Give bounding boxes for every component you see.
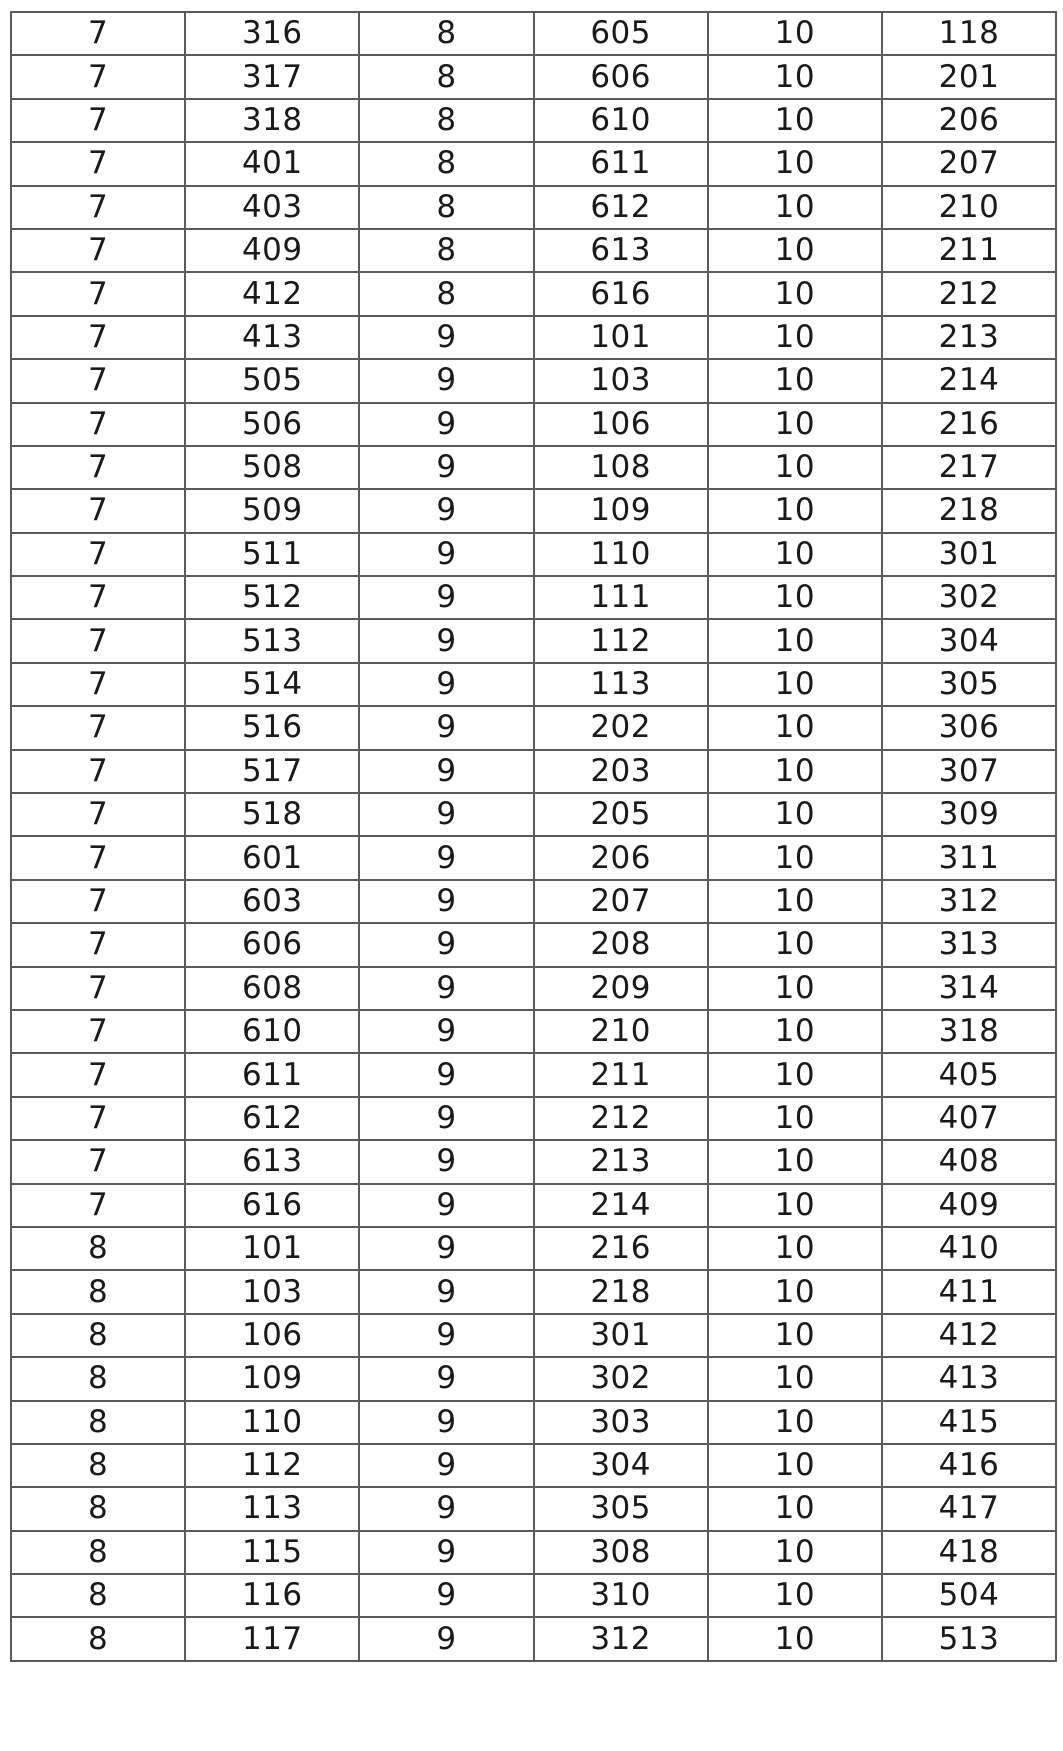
table-cell: 113 [185, 1487, 359, 1530]
table-cell: 10 [708, 99, 882, 142]
table-cell: 10 [708, 750, 882, 793]
table-cell: 10 [708, 793, 882, 836]
table-cell: 9 [359, 880, 533, 923]
table-cell: 9 [359, 1184, 533, 1227]
table-cell: 10 [708, 1444, 882, 1487]
table-cell: 8 [11, 1314, 185, 1357]
table-cell: 10 [708, 663, 882, 706]
table-cell: 7 [11, 359, 185, 402]
table-cell: 101 [185, 1227, 359, 1270]
table-cell: 103 [534, 359, 708, 402]
table-row [11, 1270, 1056, 1313]
table-row [11, 1097, 1056, 1140]
table-cell: 111 [534, 576, 708, 619]
table-cell: 505 [185, 359, 359, 402]
table-cell: 506 [185, 403, 359, 446]
table-cell: 9 [359, 663, 533, 706]
table-cell: 10 [708, 1010, 882, 1053]
table-cell: 403 [185, 186, 359, 229]
table-cell: 112 [534, 619, 708, 662]
table-cell: 306 [882, 706, 1056, 749]
table-cell: 10 [708, 1053, 882, 1096]
table-cell: 7 [11, 923, 185, 966]
table-row [11, 793, 1056, 836]
table-cell: 10 [708, 142, 882, 185]
table-cell: 9 [359, 576, 533, 619]
table-row [11, 1357, 1056, 1400]
table-cell: 410 [882, 1227, 1056, 1270]
table-cell: 417 [882, 1487, 1056, 1530]
table-cell: 207 [882, 142, 1056, 185]
table-cell: 7 [11, 1010, 185, 1053]
table-cell: 318 [882, 1010, 1056, 1053]
table-cell: 10 [708, 359, 882, 402]
table-cell: 413 [882, 1357, 1056, 1400]
table-cell: 611 [534, 142, 708, 185]
table-cell: 10 [708, 55, 882, 98]
table-cell: 10 [708, 706, 882, 749]
table-cell: 8 [11, 1401, 185, 1444]
table-cell: 9 [359, 1401, 533, 1444]
table-cell: 9 [359, 750, 533, 793]
table-cell: 9 [359, 793, 533, 836]
table-row [11, 1401, 1056, 1444]
table-cell: 8 [359, 186, 533, 229]
table-cell: 412 [185, 272, 359, 315]
table-cell: 7 [11, 1097, 185, 1140]
table-cell: 7 [11, 706, 185, 749]
table-row [11, 142, 1056, 185]
table-cell: 10 [708, 1531, 882, 1574]
table-cell: 606 [534, 55, 708, 98]
table-cell: 301 [882, 533, 1056, 576]
table-cell: 209 [534, 967, 708, 1010]
table-row [11, 1184, 1056, 1227]
table-row [11, 229, 1056, 272]
table-cell: 109 [534, 489, 708, 532]
table-cell: 9 [359, 1314, 533, 1357]
table-cell: 518 [185, 793, 359, 836]
table-cell: 608 [185, 967, 359, 1010]
table-cell: 8 [359, 99, 533, 142]
table-cell: 7 [11, 229, 185, 272]
table-cell: 405 [882, 1053, 1056, 1096]
table-row [11, 359, 1056, 402]
table-row [11, 99, 1056, 142]
table-cell: 201 [882, 55, 1056, 98]
table-row [11, 576, 1056, 619]
table-cell: 304 [882, 619, 1056, 662]
table-cell: 316 [185, 12, 359, 55]
table-row [11, 186, 1056, 229]
table-cell: 514 [185, 663, 359, 706]
table-cell: 211 [882, 229, 1056, 272]
table-cell: 9 [359, 533, 533, 576]
table-cell: 9 [359, 1357, 533, 1400]
table-cell: 10 [708, 186, 882, 229]
table-cell: 8 [11, 1487, 185, 1530]
table-cell: 10 [708, 619, 882, 662]
table-cell: 207 [534, 880, 708, 923]
table-cell: 9 [359, 1010, 533, 1053]
table-cell: 101 [534, 316, 708, 359]
table-row [11, 316, 1056, 359]
table-row [11, 1617, 1056, 1660]
table-cell: 10 [708, 489, 882, 532]
table-row [11, 880, 1056, 923]
table-cell: 603 [185, 880, 359, 923]
table-cell: 305 [534, 1487, 708, 1530]
table-row [11, 750, 1056, 793]
table-cell: 10 [708, 1270, 882, 1313]
table-cell: 9 [359, 619, 533, 662]
table-cell: 8 [11, 1357, 185, 1400]
table-cell: 9 [359, 836, 533, 879]
table-cell: 8 [359, 272, 533, 315]
table-row [11, 1053, 1056, 1096]
table-cell: 10 [708, 272, 882, 315]
table-row [11, 1227, 1056, 1270]
table-cell: 412 [882, 1314, 1056, 1357]
table-cell: 7 [11, 403, 185, 446]
table-cell: 7 [11, 533, 185, 576]
table-cell: 407 [882, 1097, 1056, 1140]
table-cell: 509 [185, 489, 359, 532]
table-cell: 10 [708, 316, 882, 359]
table-cell: 9 [359, 1097, 533, 1140]
table-cell: 8 [11, 1574, 185, 1617]
table-cell: 317 [185, 55, 359, 98]
table-cell: 7 [11, 55, 185, 98]
table-cell: 303 [534, 1401, 708, 1444]
table-cell: 10 [708, 1574, 882, 1617]
table-cell: 304 [534, 1444, 708, 1487]
table-cell: 9 [359, 923, 533, 966]
table-cell: 513 [185, 619, 359, 662]
table-cell: 612 [185, 1097, 359, 1140]
table-cell: 205 [534, 793, 708, 836]
table-cell: 7 [11, 489, 185, 532]
table-cell: 212 [882, 272, 1056, 315]
table-cell: 318 [185, 99, 359, 142]
table-cell: 310 [534, 1574, 708, 1617]
table-cell: 112 [185, 1444, 359, 1487]
table-cell: 8 [11, 1270, 185, 1313]
table-row [11, 923, 1056, 966]
table-row [11, 1314, 1056, 1357]
table-cell: 314 [882, 967, 1056, 1010]
table-cell: 210 [882, 186, 1056, 229]
table-cell: 606 [185, 923, 359, 966]
table-cell: 616 [185, 1184, 359, 1227]
table-row [11, 533, 1056, 576]
table-cell: 10 [708, 446, 882, 489]
table-cell: 605 [534, 12, 708, 55]
table-cell: 613 [534, 229, 708, 272]
table-cell: 214 [534, 1184, 708, 1227]
table-cell: 8 [359, 142, 533, 185]
table-cell: 9 [359, 1053, 533, 1096]
table-cell: 8 [11, 1531, 185, 1574]
table-cell: 217 [882, 446, 1056, 489]
table-cell: 511 [185, 533, 359, 576]
table-cell: 7 [11, 619, 185, 662]
table-cell: 301 [534, 1314, 708, 1357]
table-cell: 7 [11, 663, 185, 706]
table-cell: 208 [534, 923, 708, 966]
table-cell: 10 [708, 12, 882, 55]
table-row [11, 1444, 1056, 1487]
table-cell: 408 [882, 1140, 1056, 1183]
table-cell: 416 [882, 1444, 1056, 1487]
table-cell: 8 [359, 55, 533, 98]
table-row [11, 12, 1056, 55]
table-cell: 7 [11, 99, 185, 142]
table-cell: 206 [882, 99, 1056, 142]
table-cell: 9 [359, 706, 533, 749]
table-cell: 10 [708, 1227, 882, 1270]
table-cell: 312 [882, 880, 1056, 923]
table-cell: 7 [11, 446, 185, 489]
table-cell: 616 [534, 272, 708, 315]
table-row [11, 1010, 1056, 1053]
table-cell: 7 [11, 836, 185, 879]
table-cell: 7 [11, 316, 185, 359]
table-cell: 218 [882, 489, 1056, 532]
table-cell: 312 [534, 1617, 708, 1660]
table-cell: 8 [359, 12, 533, 55]
table-cell: 305 [882, 663, 1056, 706]
table-cell: 601 [185, 836, 359, 879]
table-cell: 7 [11, 1184, 185, 1227]
table-cell: 7 [11, 272, 185, 315]
table-cell: 611 [185, 1053, 359, 1096]
table-cell: 116 [185, 1574, 359, 1617]
table-row [11, 663, 1056, 706]
table-row [11, 619, 1056, 662]
table-cell: 9 [359, 359, 533, 402]
table-cell: 10 [708, 533, 882, 576]
table-cell: 9 [359, 1531, 533, 1574]
data-table [10, 11, 1057, 1662]
table-cell: 113 [534, 663, 708, 706]
table-cell: 8 [11, 1444, 185, 1487]
table-cell: 10 [708, 1314, 882, 1357]
table-cell: 9 [359, 1487, 533, 1530]
table-cell: 10 [708, 1617, 882, 1660]
table-cell: 309 [882, 793, 1056, 836]
table-cell: 610 [185, 1010, 359, 1053]
table-cell: 203 [534, 750, 708, 793]
table-row [11, 55, 1056, 98]
table-cell: 213 [882, 316, 1056, 359]
table-cell: 106 [185, 1314, 359, 1357]
table-cell: 7 [11, 880, 185, 923]
table-cell: 9 [359, 489, 533, 532]
table-cell: 212 [534, 1097, 708, 1140]
table-cell: 7 [11, 750, 185, 793]
table-cell: 7 [11, 1053, 185, 1096]
table-cell: 9 [359, 446, 533, 489]
table-row [11, 489, 1056, 532]
table-cell: 214 [882, 359, 1056, 402]
table-cell: 9 [359, 1444, 533, 1487]
table-cell: 7 [11, 12, 185, 55]
table-cell: 508 [185, 446, 359, 489]
table-row [11, 1487, 1056, 1530]
table-cell: 211 [534, 1053, 708, 1096]
table-cell: 7 [11, 186, 185, 229]
table-cell: 513 [882, 1617, 1056, 1660]
table-cell: 411 [882, 1270, 1056, 1313]
table-cell: 512 [185, 576, 359, 619]
table-cell: 110 [185, 1401, 359, 1444]
table-cell: 9 [359, 967, 533, 1010]
table-cell: 10 [708, 836, 882, 879]
table-cell: 613 [185, 1140, 359, 1183]
table-cell: 206 [534, 836, 708, 879]
table-cell: 9 [359, 1140, 533, 1183]
table-cell: 308 [534, 1531, 708, 1574]
table-cell: 9 [359, 316, 533, 359]
table-cell: 118 [882, 12, 1056, 55]
table-cell: 302 [534, 1357, 708, 1400]
table-cell: 10 [708, 880, 882, 923]
table-cell: 610 [534, 99, 708, 142]
table-cell: 517 [185, 750, 359, 793]
table-cell: 8 [359, 229, 533, 272]
table-cell: 213 [534, 1140, 708, 1183]
table-cell: 413 [185, 316, 359, 359]
table-cell: 210 [534, 1010, 708, 1053]
table-row [11, 1140, 1056, 1183]
table-body [11, 12, 1056, 1661]
table-cell: 10 [708, 1097, 882, 1140]
table-cell: 216 [534, 1227, 708, 1270]
table-cell: 10 [708, 923, 882, 966]
table-cell: 10 [708, 967, 882, 1010]
table-cell: 409 [185, 229, 359, 272]
table-cell: 9 [359, 403, 533, 446]
table-cell: 307 [882, 750, 1056, 793]
table-cell: 103 [185, 1270, 359, 1313]
table-cell: 7 [11, 576, 185, 619]
table-cell: 8 [11, 1617, 185, 1660]
table-cell: 10 [708, 1487, 882, 1530]
table-cell: 7 [11, 967, 185, 1010]
table-cell: 10 [708, 229, 882, 272]
table-cell: 415 [882, 1401, 1056, 1444]
table-cell: 106 [534, 403, 708, 446]
table-cell: 10 [708, 1401, 882, 1444]
table-cell: 7 [11, 142, 185, 185]
table-row [11, 272, 1056, 315]
table-cell: 10 [708, 576, 882, 619]
table-cell: 504 [882, 1574, 1056, 1617]
table-row [11, 446, 1056, 489]
table-cell: 7 [11, 793, 185, 836]
table-cell: 115 [185, 1531, 359, 1574]
table-cell: 313 [882, 923, 1056, 966]
table-cell: 117 [185, 1617, 359, 1660]
table-cell: 311 [882, 836, 1056, 879]
table-cell: 216 [882, 403, 1056, 446]
table-cell: 302 [882, 576, 1056, 619]
table-row [11, 836, 1056, 879]
table-cell: 202 [534, 706, 708, 749]
table-cell: 10 [708, 1184, 882, 1227]
table-cell: 108 [534, 446, 708, 489]
table-cell: 9 [359, 1270, 533, 1313]
table-row [11, 1531, 1056, 1574]
table-cell: 9 [359, 1574, 533, 1617]
table-cell: 218 [534, 1270, 708, 1313]
table-cell: 9 [359, 1227, 533, 1270]
table-row [11, 706, 1056, 749]
table-cell: 10 [708, 1357, 882, 1400]
table-cell: 9 [359, 1617, 533, 1660]
table-cell: 109 [185, 1357, 359, 1400]
table-cell: 10 [708, 403, 882, 446]
table-cell: 409 [882, 1184, 1056, 1227]
table-row [11, 1574, 1056, 1617]
table-cell: 612 [534, 186, 708, 229]
table-row [11, 967, 1056, 1010]
table-cell: 418 [882, 1531, 1056, 1574]
table-cell: 516 [185, 706, 359, 749]
table-cell: 10 [708, 1140, 882, 1183]
table-cell: 8 [11, 1227, 185, 1270]
table-cell: 7 [11, 1140, 185, 1183]
table-cell: 401 [185, 142, 359, 185]
table-cell: 110 [534, 533, 708, 576]
table-row [11, 403, 1056, 446]
